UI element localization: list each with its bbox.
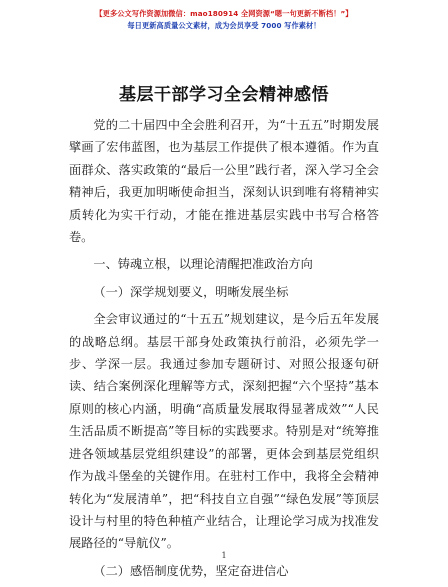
- subsection-1-paragraph: 全会审议通过的“十五五”规划建议，是今后五年发展的战略总纲。基层干部身处政策执行前沿，必须先学一步、学深一层。我通过参加专题研讨、对照公报逐句研读、结合案例深化理解等方式，深刻把握“六个坚持”基本原则的核心内涵，明确“高质量发展取得显著成效”“人民生活品质不断提高”等目标的实践要求。特别是对“统筹推进各领域基层党组织建设”的部署，更体会到基层党组织作为战斗堡垒的关键作用。在驻村工作中，我将全会精神转化为“发展清单”，把“科技自立自强”“绿色发展”等顶层设计与村里的特色种植产业结合，让理论学习成为找准发展路径的“导航仪”。: [69, 312, 379, 551]
- document-title: 基层干部学习全会精神感悟: [119, 85, 329, 105]
- document-body: [69, 114, 379, 587]
- promo-banner: [0, 8, 448, 32]
- section-1-heading: 一、铸魂立根，以理论清醒把准政治方向: [93, 257, 313, 272]
- promo-banner-line-1: 【更多公文写作资源加微信：mao180914 全网资源“嗯一句更新不断档！”】: [95, 9, 353, 18]
- page-number: 1: [221, 551, 227, 560]
- promo-banner-line-2: 每日更新高质量公文素材，成为会员享受 7000 写作素材！: [127, 21, 321, 30]
- subsection-1-heading: （一）深学规划要义，明晰发展坐标: [93, 284, 289, 299]
- intro-paragraph: 党的二十届四中全会胜利召开，为“十五五”时期发展擘画了宏伟蓝图，也为基层工作提供了根本遵循。作为直面群众、落实政策的“最后一公里”践行者，深入学习全会精神后，我更加明晰使命担当，深刻认识到唯有将精神实质转化为实干行动，才能在推进基层实践中书写合格答卷。: [69, 118, 379, 245]
- subsection-2-heading: （二）感悟制度优势，坚定奋进信心: [93, 563, 289, 578]
